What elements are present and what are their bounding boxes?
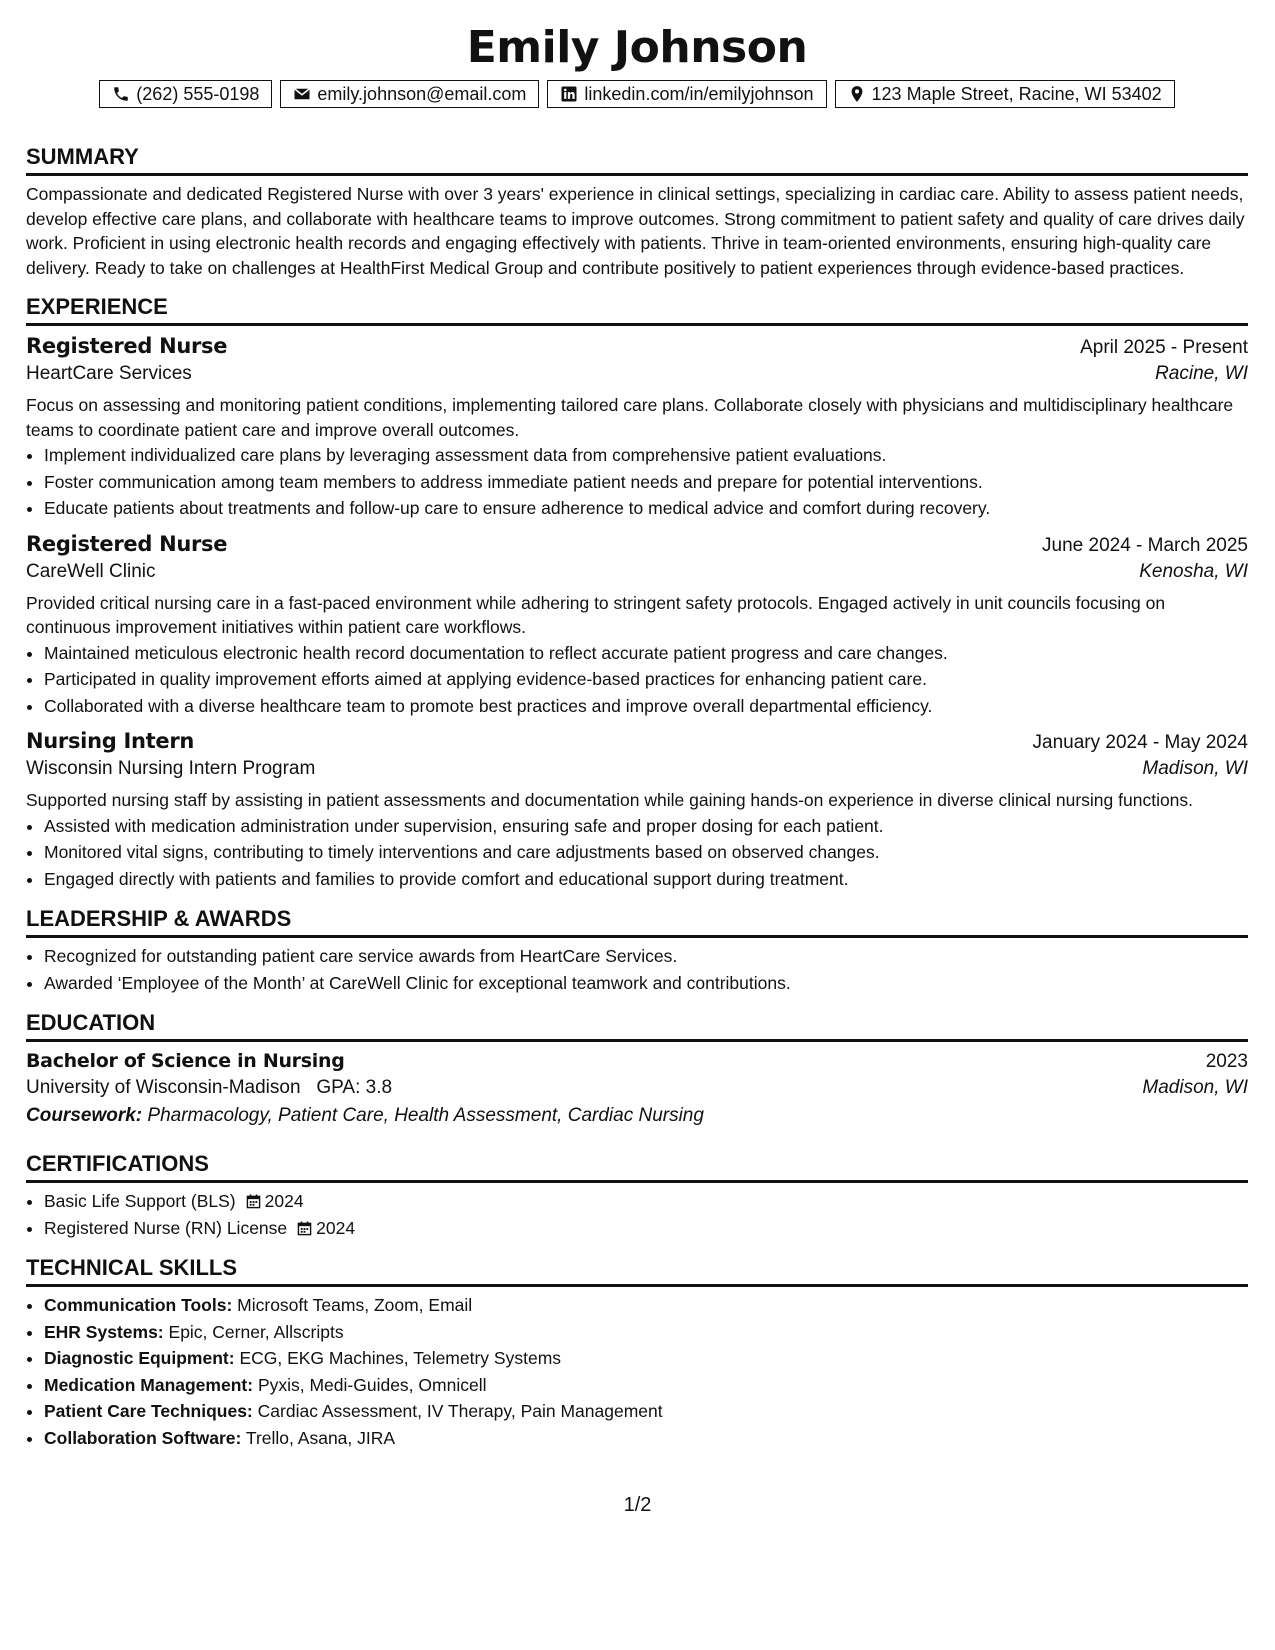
award-item: • Recognized for outstanding patient care service awards from HeartCare Services. [44, 943, 1248, 970]
job-bullet: • Monitored vital signs, contributing to timely interventions and care adjustments based on observed changes. [44, 839, 1248, 866]
job-entry [26, 532, 1248, 720]
certifications-list [26, 1188, 1248, 1241]
job-location: Racine, WI [1155, 363, 1248, 384]
job-bullet: • Maintained meticulous electronic health record documentation to reflect accurate patient progress and care changes. [44, 640, 1248, 667]
skill-item [44, 1292, 1248, 1319]
job-description: Supported nursing staff by assisting in patient assessments and documentation while gaining hands-on experience in diverse clinical nursing functions. [26, 790, 1194, 810]
skill-value: Trello, Asana, JIRA [245, 1427, 396, 1448]
school-location: Madison, WI [1142, 1077, 1248, 1098]
award-item: • Awarded ‘Employee of the Month’ at CareWell Clinic for exceptional teamwork and contributions. [44, 970, 1248, 997]
skill-item [44, 1425, 1248, 1452]
coursework-text: Pharmacology, Patient Care, Health Assessment, Cardiac Nursing [147, 1105, 704, 1126]
calendar-icon [246, 1194, 261, 1209]
job-bullet: • Foster communication among team members to address immediate patient needs and prepare for potential interventions. [44, 469, 1248, 496]
degree: Bachelor of Science in Nursing [26, 1050, 345, 1072]
job-org: HeartCare Services [26, 363, 192, 384]
awards-list [26, 943, 1248, 996]
job-bullet: • Implement individualized care plans by leveraging assessment data from comprehensive patient evaluations. [44, 442, 1248, 469]
skill-label: EHR Systems: [44, 1321, 164, 1342]
job-bullet: • Collaborated with a diverse healthcare team to promote best practices and improve overall departmental efficiency. [44, 693, 1248, 720]
job-org: CareWell Clinic [26, 560, 156, 582]
job-dates: April 2025 - Present [1080, 337, 1248, 358]
contact-address[interactable] [835, 80, 1175, 108]
skills-list [26, 1292, 1248, 1451]
skill-item [44, 1319, 1248, 1346]
summary-section [26, 144, 1248, 280]
job-entry [26, 334, 1248, 522]
awards-section [26, 906, 1248, 996]
skill-item [44, 1345, 1248, 1372]
coursework-line [26, 1105, 1248, 1127]
experience-section [26, 294, 1248, 892]
job-entry [26, 729, 1248, 892]
section-title-skills: TECHNICAL SKILLS [26, 1255, 1248, 1287]
map-pin-icon [848, 85, 866, 103]
job-bullet: • Educate patients about treatments and follow-up care to ensure adherence to medical advice and comfort during recovery. [44, 495, 1248, 522]
skill-value: Cardiac Assessment, IV Therapy, Pain Management [257, 1401, 663, 1421]
contact-linkedin[interactable] [547, 80, 826, 108]
page-number: 1/2 [623, 1494, 652, 1516]
skills-section [26, 1255, 1248, 1451]
certification-item [44, 1215, 1248, 1242]
contact-email-text: emily.johnson@email.com [317, 83, 527, 104]
contact-bar [26, 80, 1248, 108]
contact-linkedin-text: linkedin.com/in/emilyjohnson [584, 83, 814, 104]
certification-item [44, 1188, 1248, 1215]
job-description: Provided critical nursing care in a fast-paced environment while adhering to stringent safety protocols. Engaged actively in unit councils focusing on continuous improvement initiatives within patient care workflows. [26, 592, 1166, 637]
summary-text: Compassionate and dedicated Registered Nurse with over 3 years' experience in clinical settings, specializing in cardiac care. Ability to assess patient needs, develop effective care plans, and collaborate with healthcare teams to improve outcomes. Strong commitment to patient safety and quality of care drives daily work. Proficient in using electronic health records and engaging effectively with patients. Thrive in team-oriented environments, ensuring high-quality care delivery. Ready to take on challenges at HealthFirst Medical Group and contribute positively to patient experiences through evidence-based practices. [26, 184, 1245, 278]
skill-label: Communication Tools: [44, 1295, 233, 1315]
skill-item [44, 1398, 1248, 1425]
skill-value: Pyxis, Medi-Guides, Omnicell [257, 1374, 487, 1395]
skill-label: Medication Management: [44, 1374, 254, 1395]
job-dates: January 2024 - May 2024 [1032, 732, 1248, 753]
job-org: Wisconsin Nursing Intern Program [26, 758, 316, 779]
certifications-section [26, 1151, 1248, 1241]
job-bullets [26, 640, 1248, 720]
job-bullets [26, 813, 1248, 893]
phone-icon [112, 85, 130, 103]
job-location: Kenosha, WI [1139, 560, 1248, 582]
section-title-awards: LEADERSHIP & AWARDS [26, 906, 1248, 938]
certification-year: 2024 [316, 1217, 356, 1238]
calendar-icon [297, 1221, 312, 1236]
skill-value: Epic, Cerner, Allscripts [168, 1321, 344, 1342]
job-bullet: • Engaged directly with patients and families to provide comfort and educational support during treatment. [44, 866, 1248, 893]
graduation-year: 2023 [1205, 1051, 1248, 1072]
skill-value: Microsoft Teams, Zoom, Email [237, 1295, 473, 1315]
job-bullet: • Participated in quality improvement efforts aimed at applying evidence-based practices for enhancing patient care. [44, 666, 1248, 693]
school-name: University of Wisconsin-Madison [26, 1077, 301, 1098]
section-title-education: EDUCATION [26, 1010, 1248, 1042]
coursework-label: Coursework: [26, 1105, 143, 1126]
certification-year: 2024 [264, 1191, 304, 1211]
job-role: Nursing Intern [26, 729, 195, 753]
job-description: Focus on assessing and monitoring patient conditions, implementing tailored care plans. Collaborate closely with physicians and multidisciplinary healthcare teams to coordinate patient care and improve overall outcomes. [26, 395, 1234, 440]
contact-phone-text: (262) 555-0198 [136, 83, 260, 104]
job-role: Registered Nurse [26, 531, 228, 556]
contact-address-text: 123 Maple Street, Racine, WI 53402 [871, 83, 1162, 104]
resume-page [26, 0, 1248, 1451]
envelope-icon [293, 85, 311, 103]
job-location: Madison, WI [1142, 758, 1248, 779]
school-line [26, 1077, 392, 1099]
job-role: Registered Nurse [26, 334, 228, 358]
certification-name: Basic Life Support (BLS) [44, 1191, 236, 1211]
skill-label: Collaboration Software: [44, 1427, 242, 1448]
certification-name: Registered Nurse (RN) License [44, 1217, 288, 1238]
contact-email[interactable] [280, 80, 539, 108]
education-section [26, 1010, 1248, 1127]
job-bullet: • Assisted with medication administration under supervision, ensuring safe and proper dosing for each patient. [44, 813, 1248, 840]
job-dates: June 2024 - March 2025 [1042, 534, 1248, 556]
skill-value: ECG, EKG Machines, Telemetry Systems [239, 1348, 562, 1368]
gpa: GPA: 3.8 [316, 1077, 393, 1098]
contact-phone[interactable] [99, 80, 272, 108]
section-title-certifications: CERTIFICATIONS [26, 1151, 1248, 1183]
skill-label: Patient Care Techniques: [44, 1401, 253, 1421]
job-bullets [26, 442, 1248, 522]
linkedin-icon [560, 85, 578, 103]
skill-item [44, 1372, 1248, 1399]
candidate-name: Emily Johnson [466, 22, 808, 73]
section-title-summary: SUMMARY [26, 144, 1248, 176]
section-title-experience: EXPERIENCE [26, 294, 1248, 326]
skill-label: Diagnostic Equipment: [44, 1348, 235, 1368]
